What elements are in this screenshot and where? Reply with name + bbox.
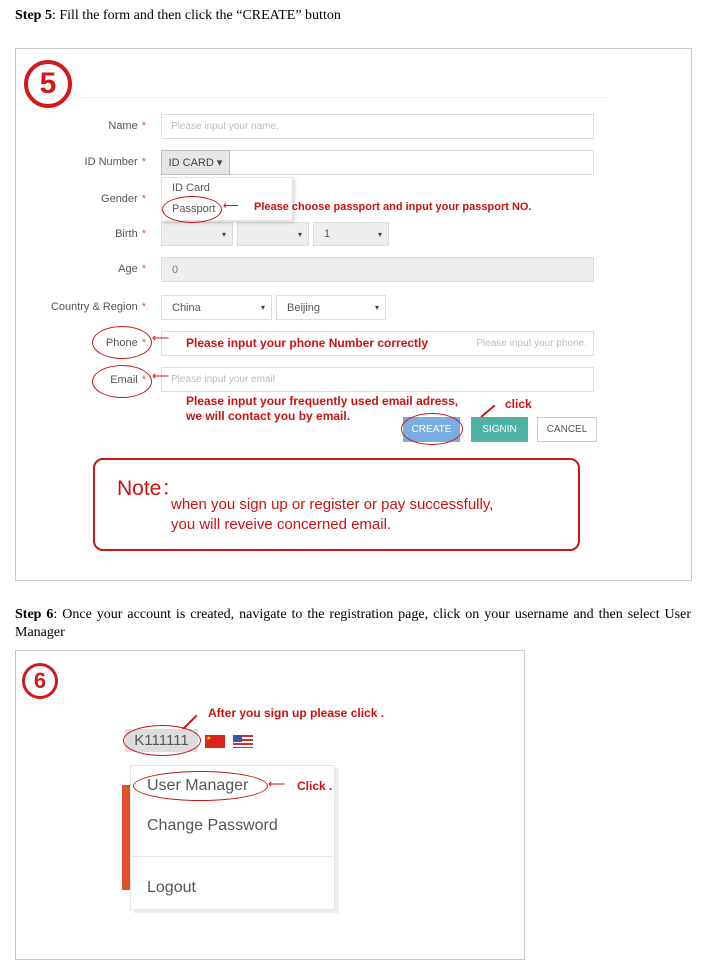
note-line1: when you sign up or register or pay successfully, <box>171 496 494 513</box>
step5-heading <box>15 8 341 24</box>
step6-badge: 6 <box>22 663 58 699</box>
email-annotation-line1: Please input your frequently used email adress, <box>186 394 459 408</box>
email-highlight-ellipse <box>92 365 152 398</box>
birth-label: Birth * <box>115 228 146 240</box>
gender-label: Gender * <box>101 193 146 205</box>
click-annotation: click <box>505 397 532 411</box>
signup-annotation: After you sign up please click . <box>208 706 385 720</box>
phone-input[interactable]: Please input your phone. <box>161 331 594 356</box>
age-label: Age * <box>118 263 146 275</box>
phone-highlight-ellipse <box>92 326 152 359</box>
email-label: Email * <box>110 374 146 386</box>
china-flag-icon[interactable]: ★ <box>205 735 225 748</box>
create-highlight-ellipse <box>401 413 463 445</box>
age-field: 0 <box>161 257 594 282</box>
email-input[interactable]: Please input your email <box>161 367 594 392</box>
name-label: Name * <box>108 120 146 132</box>
arrow-left-icon: ⟵ <box>223 200 239 212</box>
menu-option-passport[interactable]: Passport <box>172 203 216 215</box>
menu-option-id-card[interactable]: ID Card <box>172 182 210 194</box>
note-box <box>93 458 580 551</box>
passport-annotation: Please choose passport and input your passport NO. <box>254 201 532 213</box>
birth-month-select[interactable]: ▾ <box>237 222 309 246</box>
us-flag-icon[interactable] <box>233 735 253 748</box>
arrow-left-icon: ⟵ <box>152 331 170 345</box>
menu-item-change-password[interactable]: Change Password <box>147 817 278 834</box>
note-title: Note： <box>117 477 183 500</box>
background-banner <box>122 785 130 890</box>
arrow-left-icon: ⟵ <box>268 777 286 791</box>
phone-annotation: Please input your phone Number correctly <box>186 336 429 350</box>
country-region-label: Country & Region * <box>50 301 146 313</box>
menu-item-logout[interactable]: Logout <box>147 879 196 896</box>
note-line2: you will reveive concerned email. <box>171 516 392 533</box>
menu-divider <box>130 856 333 857</box>
menu-item-user-manager[interactable]: User Manager <box>147 777 249 794</box>
country-select[interactable]: China ▾ <box>161 295 272 320</box>
birth-year-select[interactable]: ▾ <box>161 222 233 246</box>
id-number-label: ID Number * <box>84 156 146 168</box>
step5-label: Step 5 <box>15 8 52 23</box>
signin-button[interactable]: SIGNIN <box>471 417 528 442</box>
step6-heading <box>15 606 691 642</box>
id-type-dropdown-button[interactable]: ID CARD ▾ <box>161 150 230 175</box>
create-button[interactable]: CREATE <box>403 417 460 442</box>
birth-day-select[interactable]: 1 ▾ <box>313 222 389 246</box>
email-annotation-line2: we will contact you by email. <box>186 409 351 423</box>
user-manager-highlight-ellipse <box>133 771 268 801</box>
name-input[interactable]: Please input your name. <box>161 114 594 139</box>
step5-text: : Fill the form and then click the “CREATE” button <box>51 8 341 23</box>
step6-label: Step 6 <box>15 607 54 622</box>
username-button[interactable]: K111111 <box>125 729 198 752</box>
header-divider <box>70 97 606 98</box>
username-highlight-ellipse <box>123 725 201 756</box>
region-select[interactable]: Beijing ▾ <box>276 295 386 320</box>
phone-label: Phone * <box>105 337 146 349</box>
arrow-left-icon: ⟵ <box>152 369 170 383</box>
step5-badge: 5 <box>24 60 72 108</box>
passport-highlight-ellipse <box>162 196 222 223</box>
cancel-button[interactable]: CANCEL <box>537 417 597 442</box>
click-annotation-2: Click . <box>297 779 333 793</box>
step6-text: : Once your account is created, navigate to the registration page, click on your username and then select User Manager <box>15 607 691 640</box>
